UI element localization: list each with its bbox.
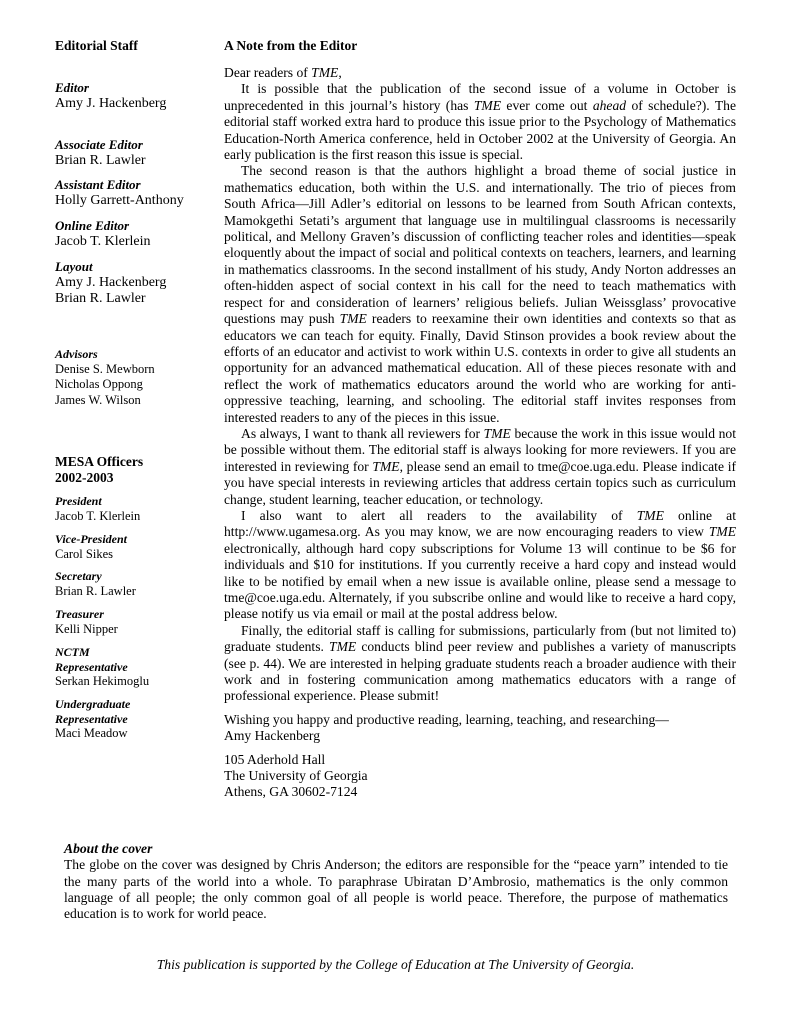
- journal-name: TME: [636, 507, 664, 523]
- paragraph-3: [224, 426, 736, 508]
- text-run: readers to reexamine their own identities and contexts so that as educators we can teach for equity. Finally, David Stinson provides a book review about the efforts of an educator and activist to work within U.S. contexts in order to give all students an opportunity for an advanced mathematical education. All of these pieces resonate with and reflect the work of mathematics educators around the world who are working for anti-oppressive teaching, learning, and schooling. The editorial staff invites responses from interested readers to any of the pieces in this issue.: [224, 311, 736, 425]
- staff-role: Assistant Editor: [55, 177, 141, 192]
- note-body: [224, 65, 736, 801]
- salutation-text: Dear readers of: [224, 65, 312, 80]
- journal-name: TME: [311, 65, 339, 80]
- text-run: online at http://www.ugamesa.org. As you may know, we are now encouraging readers to view: [224, 507, 736, 540]
- advisor-name: James W. Wilson: [55, 392, 141, 407]
- paragraph-1: [224, 81, 736, 163]
- text-run: , please send an email to tme@coe.uga.edu. Please indicate if you have special interests in reviewing articles that address certain topics such as curriculum change, student learning, teacher education, or technology.: [224, 458, 736, 507]
- officer-name: Maci Meadow: [55, 726, 128, 740]
- officer-name: Brian R. Lawler: [55, 583, 136, 598]
- officer-role: Representative: [55, 711, 128, 726]
- journal-name: TME: [329, 639, 357, 655]
- journal-name: TME: [372, 458, 400, 474]
- staff-name: Holly Garrett-Anthony: [55, 193, 184, 208]
- footer-note: This publication is supported by the College of Education at The University of Georgia.: [156, 957, 635, 972]
- address-line: Athens, GA 30602-7124: [224, 784, 358, 800]
- officer-undergraduate-representative: [55, 697, 130, 742]
- text-run: I also want to alert all readers to the availability of: [241, 507, 637, 523]
- text-run: Finally, the editorial staff is calling for submissions, particularly from (but not limited to) graduate students.: [224, 622, 736, 655]
- mesa-years: 2002-2003: [55, 470, 114, 485]
- about-cover-text: The globe on the cover was designed by Chris Anderson; the editors are responsible for the “peace yarn” intended to tie the many parts of the world into a whole. To paraphrase Ubiratan D’Ambrosio, mathematics is the only common language of all people; the only common goal of all people is world peace. Therefore, the purpose of mathematics education is to work for world peace.: [64, 857, 728, 922]
- officer-role: Vice-President: [55, 532, 127, 546]
- officer-president: [55, 494, 140, 524]
- officer-role: Secretary: [55, 569, 102, 583]
- staff-role: Online Editor: [55, 218, 130, 233]
- paragraph-4: [224, 508, 736, 623]
- staff-name: Brian R. Lawler: [55, 291, 146, 306]
- officer-name: Carol Sikes: [55, 546, 113, 561]
- officer-secretary: [55, 569, 136, 599]
- paragraph-2: [224, 163, 736, 426]
- editor-note: [224, 38, 736, 800]
- staff-layout: [55, 259, 166, 307]
- journal-name: TME: [708, 524, 736, 540]
- spacer: [224, 745, 736, 752]
- mesa-officers-heading: [55, 454, 143, 486]
- address-line: 105 Aderhold Hall: [224, 751, 326, 767]
- officer-vice-president: [55, 532, 127, 562]
- staff-name: Amy J. Hackenberg: [55, 96, 167, 111]
- staff-name: Brian R. Lawler: [55, 153, 146, 168]
- staff-role: Editor: [55, 80, 89, 95]
- text-run: It is possible that the publication of the second issue of a volume in October is unprecedented in this journal’s history (has: [224, 81, 736, 113]
- emphasis: ahead: [592, 97, 627, 113]
- advisor-name: Nicholas Oppong: [55, 377, 143, 391]
- officer-role: President: [55, 494, 102, 508]
- officer-nctm-representative: [55, 645, 149, 690]
- salutation: [224, 65, 736, 81]
- note-title: A Note from the Editor: [224, 38, 358, 53]
- officer-name: Jacob T. Klerlein: [55, 508, 141, 523]
- staff-associate-editor: [55, 137, 146, 169]
- text-run: ever come out: [501, 97, 593, 113]
- advisors-label: Advisors: [55, 347, 98, 361]
- staff-online-editor: [55, 218, 151, 250]
- paragraph-5: [224, 623, 736, 705]
- spacer: [224, 705, 736, 712]
- salutation-punct: ,: [338, 65, 342, 80]
- text-run: because the work in this issue would not be possible without them. The editorial staff is always looking for more reviewers. If you are interested in reviewing for: [224, 425, 736, 474]
- editorial-staff-heading: Editorial Staff: [55, 38, 138, 53]
- address-line: The University of Georgia: [224, 768, 368, 784]
- officer-role: NCTM: [55, 645, 90, 659]
- text-run: The second reason is that the authors highlight a broad theme of social justice in mathematics education, both within the U.S. and internationally. The trio of pieces from South Africa—Jill Adler’s editorial on lessons to be learned from South African contexts, Mamokgethi Setati’s argument that language use in multilingual classrooms is necessarily political, and Mellony Graven’s discussion of conflicting teacher roles and identities—speak eloquently about the impact of social and political contexts on teachers, learners, and learning in mathematics classrooms. In the second installment of his study, Andy Norton addresses an often-hidden aspect of social context in his call for the need to teach mathematics with respect for and consideration of learners’ religious beliefs. Julian Weissglass’ provocative questions may push: [224, 163, 736, 327]
- closing-line: Wishing you happy and productive reading, learning, teaching, and researching—: [224, 711, 669, 727]
- officer-name: Serkan Hekimoglu: [55, 674, 150, 688]
- text-run: of schedule?). The editorial staff worked extra hard to produce this issue prior to the Psychology of Mathematics Education-North America conference, held in October 2002 at the University of Georgia. An early publication is the first reason this issue is special.: [224, 97, 736, 163]
- officer-role: Treasurer: [55, 607, 104, 621]
- advisor-name: Denise S. Mewborn: [55, 361, 155, 376]
- advisors: [55, 347, 155, 408]
- mesa-heading-line: MESA Officers: [55, 454, 144, 469]
- journal-name: TME: [339, 311, 367, 327]
- officer-name: Kelli Nipper: [55, 621, 118, 636]
- staff-role: Layout: [55, 259, 93, 274]
- text-run: conducts blind peer review and publishes a variety of manuscripts (see p. 44). We are interested in helping graduate students reach a broader audience with their work and in fostering communication among mathematics educators with a range of professional experience. Please submit!: [224, 639, 736, 704]
- staff-name: Amy J. Hackenberg: [55, 275, 167, 290]
- about-the-cover: [64, 841, 728, 922]
- officer-role: Undergraduate: [55, 697, 131, 711]
- text-run: electronically, although hard copy subscriptions for Volume 13 will continue to be $6 for individuals and $10 for institutions. If you currently receive a hard copy and instead would like to be notified by email when a new issue is available online, please send a message to tme@coe.uga.edu. Alternately, if you subscribe online and would like to receive a hard copy, please notify us via email or mail at the postal address below.: [224, 540, 736, 622]
- officer-treasurer: [55, 607, 118, 637]
- staff-name: Jacob T. Klerlein: [55, 234, 151, 249]
- signature: Amy Hackenberg: [224, 728, 321, 744]
- staff-assistant-editor: [55, 177, 184, 209]
- journal-name: TME: [483, 425, 511, 441]
- officer-role: Representative: [55, 659, 128, 674]
- staff-editor: [55, 80, 166, 112]
- journal-name: TME: [473, 97, 502, 113]
- staff-role: Associate Editor: [55, 137, 143, 152]
- about-cover-title: About the cover: [64, 841, 153, 856]
- text-run: As always, I want to thank all reviewers for: [241, 425, 484, 441]
